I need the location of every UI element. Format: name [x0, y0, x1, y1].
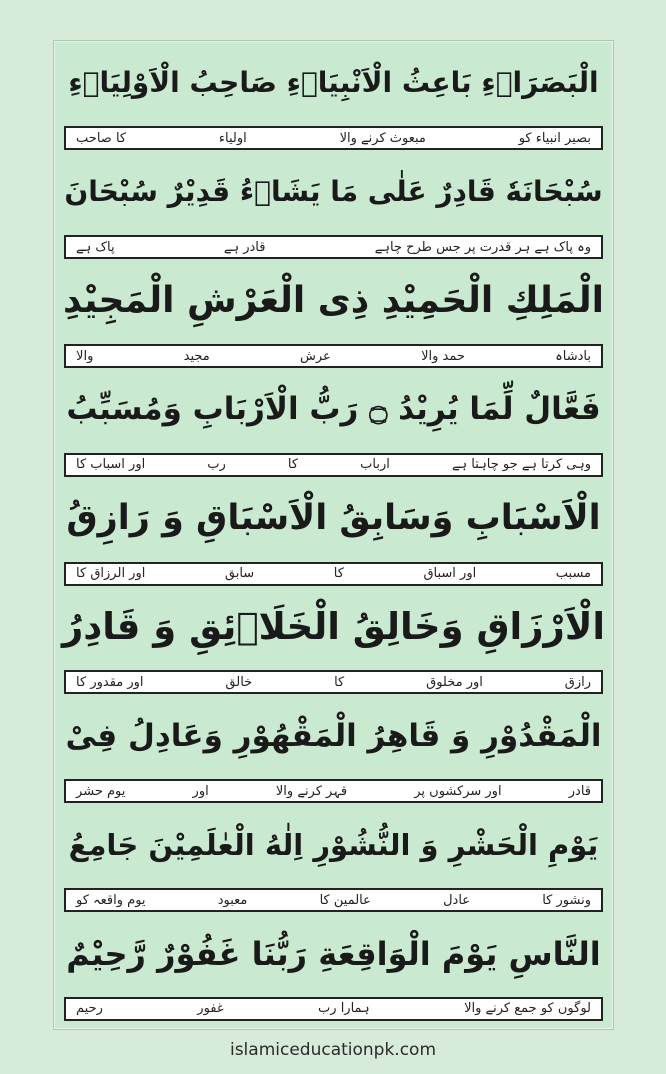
translation-word: یوم حشر — [76, 783, 126, 799]
translation-word: عادل — [443, 892, 471, 908]
translation-word: پاک ہے — [76, 239, 115, 255]
translation-word: اور الرزاق کا — [76, 566, 146, 582]
arabic-line: سُبْحَانَهٗ قَادِرٌ عَلٰى مَا يَشَاۗءُ قَدِيْرٌ سُبْحَانَ — [64, 174, 603, 208]
translation-word: قہر کرنے والا — [275, 783, 348, 799]
translation-box — [64, 888, 603, 912]
translation-word: عرش — [300, 348, 331, 364]
translation-word: ونشور کا — [542, 892, 591, 908]
translation-word: عالمین کا — [319, 892, 371, 908]
translation-word: اور مقدور کا — [76, 674, 144, 690]
translation-word: مبعوث کرنے والا — [339, 130, 426, 146]
translation-word: والا — [76, 348, 94, 364]
translation-word: رحیم — [76, 1001, 103, 1017]
translation-box — [64, 562, 603, 586]
translation-word: اولیاء — [218, 130, 247, 146]
translation-word: کا — [333, 566, 344, 582]
dua-scan-panel — [53, 40, 614, 1030]
arabic-line: فَعَّالٌ لِّمَا يُرِيْدُ ۝ رَبُّ الْاَرْبَابِ وَمُسَبِّبُ — [66, 391, 601, 428]
translation-word: خالق — [225, 674, 253, 690]
translation-box — [64, 126, 603, 150]
translation-word: اور — [192, 783, 209, 799]
translation-word: یوم واقعہ کو — [76, 892, 146, 908]
translation-word: مجید — [183, 348, 210, 364]
translation-word: ہمارا رب — [318, 1001, 370, 1017]
translation-word: حمد والا — [421, 348, 465, 364]
arabic-line: الْمَلِكِ الْحَمِيْدِ ذِى الْعَرْشِ الْمَجِيْدِ — [63, 279, 604, 321]
translation-word: رب — [207, 457, 226, 473]
translation-box — [64, 779, 603, 803]
translation-word: سابق — [224, 566, 255, 582]
translation-word: غفور — [197, 1001, 224, 1017]
translation-word: اور مخلوق — [426, 674, 483, 690]
translation-word: وہی کرتا ہے جو چاہتا ہے — [451, 457, 591, 473]
translation-box — [64, 997, 603, 1021]
arabic-line: الْاَسْبَابِ وَسَابِقُ الْاَسْبَاقِ وَ رَازِقُ — [66, 498, 601, 539]
translation-box — [64, 453, 603, 477]
translation-word: ارباب — [360, 457, 390, 473]
translation-word: اور اسباب کا — [76, 457, 146, 473]
arabic-line: الْبَصَرَاۗءِ بَاعِثُ الْاَنْبِيَاۗءِ صَاحِبُ الْاَوْلِيَاۗءِ — [68, 66, 599, 99]
translation-box — [64, 235, 603, 259]
arabic-line: النَّاسِ يَوْمَ الْوَاقِعَةِ رَبُّنَا غَفُوْرٌ رَّحِيْمٌ — [66, 934, 601, 973]
arabic-line: الْمَقْدُوْرِ وَ قَاهِرُ الْمَقْهُوْرِ وَعَادِلُ فِىْ — [65, 717, 602, 754]
translation-box — [64, 670, 603, 694]
translation-word: وہ پاک ہے ہر قدرت پر جس طرح چاہے — [374, 239, 591, 255]
translation-box — [64, 344, 603, 368]
translation-word: رازق — [564, 674, 591, 690]
site-url: islamiceducationpk.com — [229, 1040, 437, 1060]
translation-word: معبود — [217, 892, 248, 908]
translation-word: مسبب — [555, 566, 591, 582]
translation-word: قادر ہے — [223, 239, 266, 255]
translation-word: اور اسباق — [423, 566, 477, 582]
translation-word: کا — [287, 457, 299, 473]
translation-word: کا — [334, 674, 345, 690]
translation-word: قادر — [568, 783, 591, 799]
translation-word: کا صاحب — [76, 130, 127, 146]
arabic-line: يَوْمِ الْحَشْرِ وَ النُّشُوْرِ اِلٰهُ الْعٰلَمِيْنَ جَامِعُ — [68, 827, 599, 862]
arabic-line: الْاَرْزَاقِ وَخَالِقُ الْخَلَاۗئِقِ وَ قَادِرُ — [61, 605, 606, 649]
translation-word: اور سرکشوں پر — [414, 783, 502, 799]
translation-word: بادشاہ — [555, 348, 591, 364]
translation-word: بصیر انبیاء کو — [518, 130, 591, 146]
translation-word: لوگوں کو جمع کرنے والا — [464, 1001, 591, 1017]
